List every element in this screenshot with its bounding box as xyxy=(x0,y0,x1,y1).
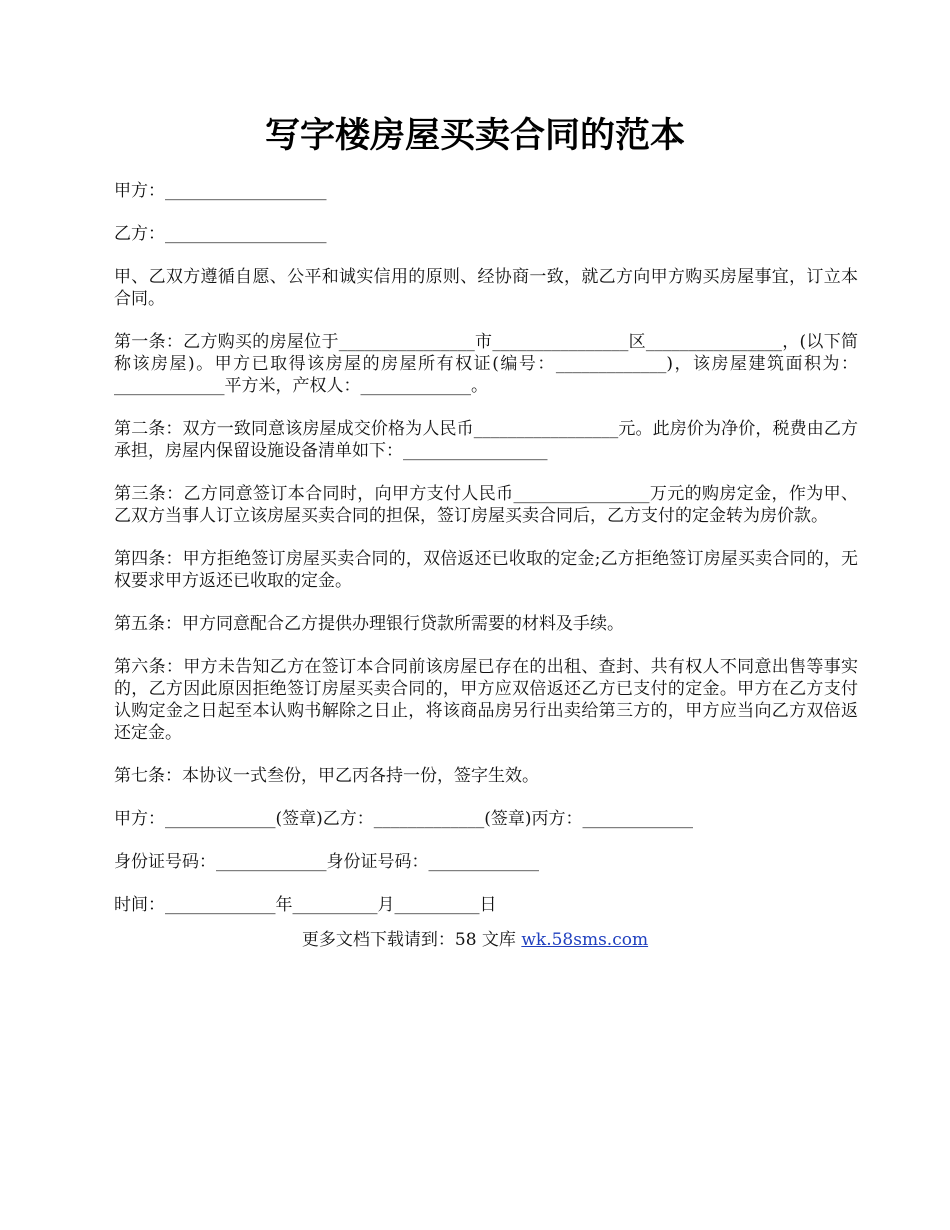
footer-site-link[interactable]: wk.58sms.com xyxy=(521,930,649,950)
party-a-line: 甲方：___________________ xyxy=(114,181,327,201)
download-footer xyxy=(0,929,950,951)
article-2-paragraph: 第二条：双方一致同意该房屋成交价格为人民币_________________元。此房价为净价，税费由乙方承担，房屋内保留设施设备清单如下：_________________ xyxy=(114,419,858,461)
article-6-paragraph: 第六条：甲方未告知乙方在签订本合同前该房屋已存在的出租、查封、共有权人不同意出售等事实的，乙方因此原因拒绝签订房屋买卖合同的，甲方应双倍返还乙方已支付的定金。甲方在乙方支付认购定金之日起至本认购书解除之日止，将该商品房另行出卖给第三方的，甲方应当向乙方双倍返还定金。 xyxy=(114,657,858,743)
document-title: 写字楼房屋买卖合同的范本 xyxy=(264,115,685,156)
article-1-paragraph: 第一条：乙方购买的房屋位于________________市________________区________________，(以下简称该房屋)。甲方已取得该房屋的房屋所有权证(编号：_____________)，该房屋建筑面积为：_____________平方米，产权人：_____________。 xyxy=(114,332,858,396)
signature-line: 甲方：_____________(签章)乙方：_____________(签章)丙方：_____________ xyxy=(114,809,694,829)
article-5-paragraph: 第五条：甲方同意配合乙方提供办理银行贷款所需要的材料及手续。 xyxy=(114,614,624,634)
id-number-line: 身份证号码：_____________身份证号码：_____________ xyxy=(114,852,539,872)
article-7-paragraph: 第七条：本协议一式叁份，甲乙丙各持一份，签字生效。 xyxy=(114,766,539,786)
footer-prefix-text: 更多文档下载请到：58 文库 xyxy=(301,930,522,950)
contract-body xyxy=(114,180,858,937)
article-4-paragraph: 第四条：甲方拒绝签订房屋买卖合同的，双倍返还已收取的定金;乙方拒绝签订房屋买卖合同的，无权要求甲方返还已收取的定金。 xyxy=(114,549,858,591)
party-b-line: 乙方：___________________ xyxy=(114,224,327,244)
preamble-paragraph: 甲、乙双方遵循自愿、公平和诚实信用的原则、经协商一致，就乙方向甲方购买房屋事宜，订立本合同。 xyxy=(114,267,858,309)
date-line: 时间：_____________年__________月__________日 xyxy=(114,895,497,915)
article-3-paragraph: 第三条：乙方同意签订本合同时，向甲方支付人民币________________万元的购房定金，作为甲、乙双方当事人订立该房屋买卖合同的担保，签订房屋买卖合同后，乙方支付的定金转为房价款。 xyxy=(114,484,858,526)
